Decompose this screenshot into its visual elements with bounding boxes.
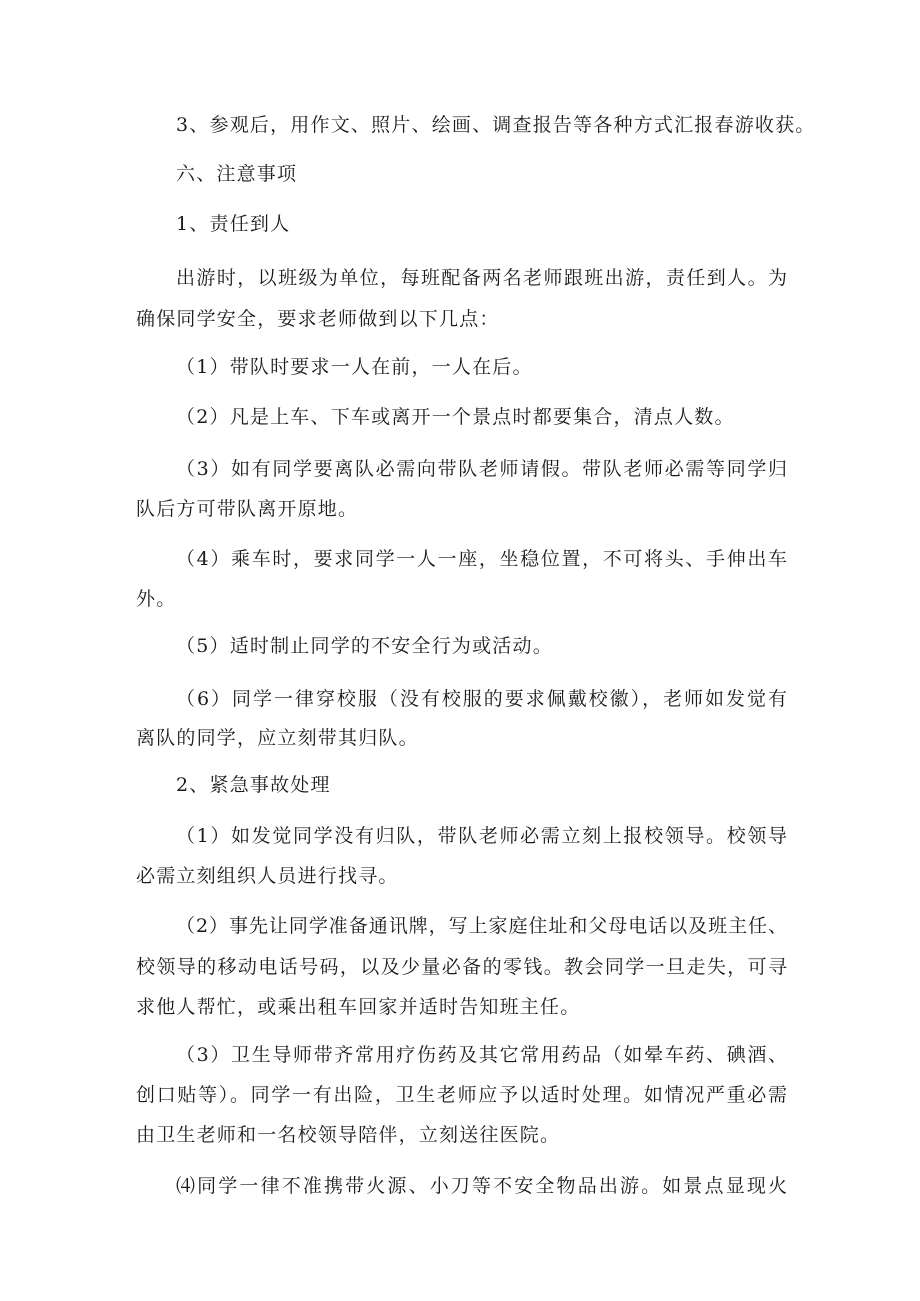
emergency-item-1-line-1: （1）如发觉同学没有归队，带队老师必需立刻上报校领导。校领导 — [176, 825, 787, 847]
emergency-item-1-line-2: 必需立刻组织人员进行找寻。 — [136, 865, 399, 887]
list-item-6-line-1: （6）同学一律穿校服（没有校服的要求佩戴校徽），老师如发觉有 — [176, 688, 787, 710]
emergency-item-2-line-1: （2）事先让同学准备通讯牌，写上家庭住址和父母电话以及班主任、 — [176, 915, 787, 937]
paragraph-line-1: 3、参观后，用作文、照片、绘画、调查报告等各种方式汇报春游收获。 — [176, 114, 816, 136]
emergency-item-2-line-3: 求他人帮忙，或乘出租车回家并适时告知班主任。 — [136, 996, 581, 1018]
list-item-5: （5）适时制止同学的不安全行为或活动。 — [176, 635, 553, 657]
list-item-3-line-1: （3）如有同学要离队必需向带队老师请假。带队老师必需等同学归 — [176, 458, 787, 480]
list-item-1: （1）带队时要求一人在前，一人在后。 — [176, 356, 533, 378]
emergency-item-3-line-2: 创口贴等）。同学一有出险，卫生老师应予以适时处理。如情况严重必需 — [136, 1084, 787, 1106]
emergency-item-2-line-2: 校领导的移动电话号码，以及少量必备的零钱。教会同学一旦走失，可寻 — [136, 956, 787, 978]
list-item-2: （2）凡是上车、下车或离开一个景点时都要集合，清点人数。 — [176, 406, 735, 428]
list-item-4-line-1: （4）乘车时，要求同学一人一座，坐稳位置，不可将头、手伸出车 — [176, 548, 787, 570]
paragraph-line-5: 确保同学安全，要求老师做到以下几点： — [136, 308, 500, 330]
subheading-responsibility: 1、责任到人 — [176, 213, 291, 235]
list-item-3-line-2: 队后方可带队离开原地。 — [136, 498, 359, 520]
paragraph-line-4: 出游时，以班级为单位，每班配备两名老师跟班出游，责任到人。为 — [176, 267, 787, 289]
list-item-4-line-2: 外。 — [136, 588, 177, 610]
subheading-emergency: 2、紧急事故处理 — [176, 774, 331, 796]
emergency-item-3-line-1: （3）卫生导师带齐常用疗伤药及其它常用药品（如晕车药、碘酒、 — [176, 1044, 787, 1066]
section-heading-precautions: 六、注意事项 — [176, 163, 298, 185]
emergency-item-3-line-3: 由卫生老师和一名校领导陪伴，立刻送往医院。 — [136, 1124, 561, 1146]
emergency-item-4-line-1: ⑷同学一律不准携带火源、小刀等不安全物品出游。如景点显现火 — [176, 1175, 787, 1197]
list-item-6-line-2: 离队的同学，应立刻带其归队。 — [136, 727, 419, 749]
